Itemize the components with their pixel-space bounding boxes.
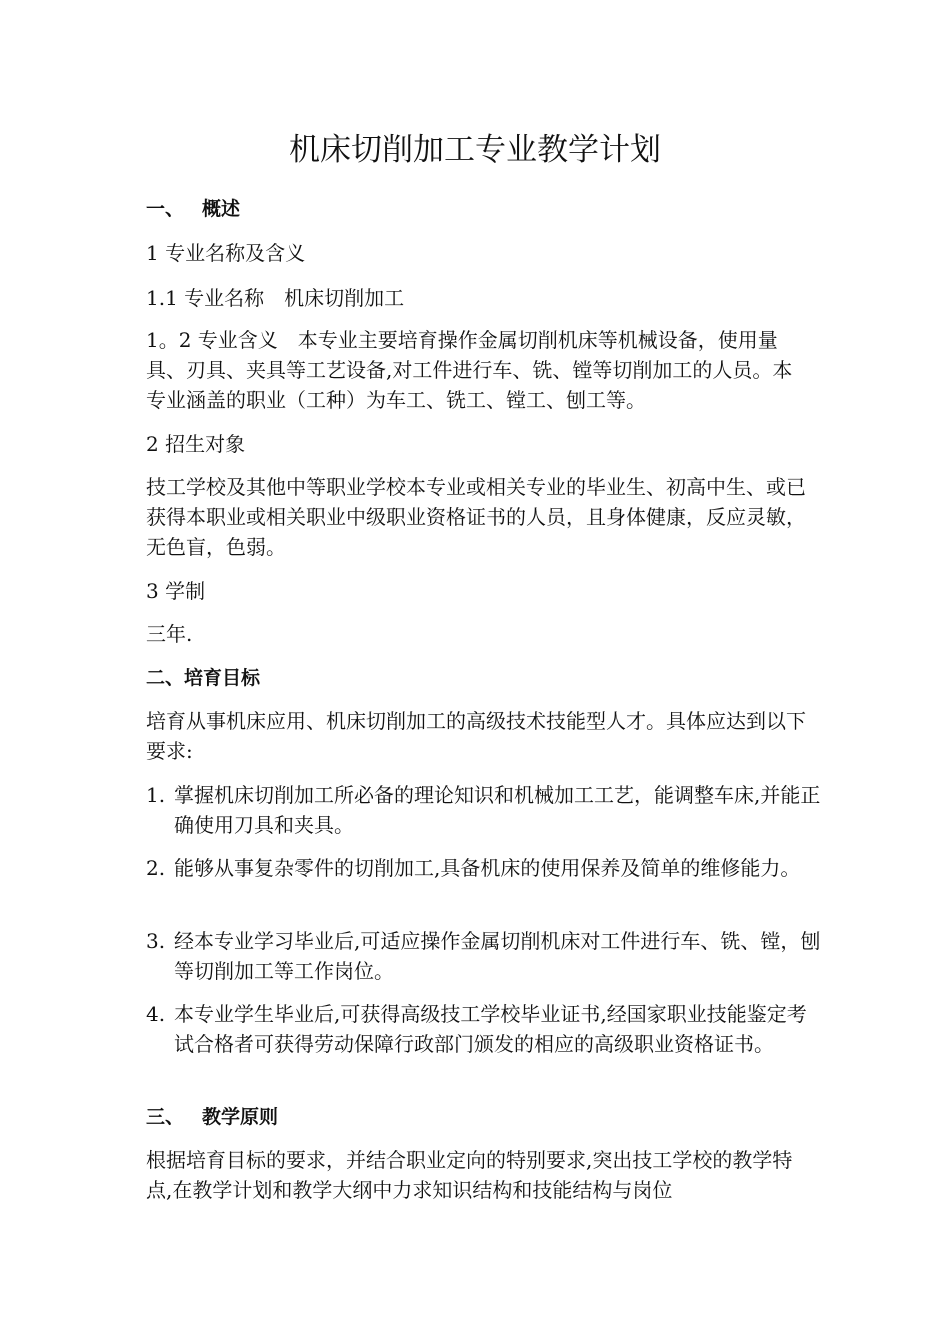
subheading-enrollment: 2 招生对象 [146,432,246,456]
paragraph-major-name: 1.1 专业名称 机床切削加工 [146,286,405,310]
subheading-duration: 3 学制 [146,579,206,603]
list-item-number: 3. [146,929,166,953]
list-item-text: 经本专业学习毕业后,可适应操作金属切削机床对工件进行车、铣、镗，刨等切削加工等工作岗位。 [174,929,821,983]
paragraph-enrollment: 技工学校及其他中等职业学校本专业或相关专业的毕业生、初高中生、或已获得本职业或相关职业中级职业资格证书的人员，且身体健康，反应灵敏，无色盲，色弱。 [146,475,806,559]
section-heading-goals [146,663,810,693]
section-number: 三、 [146,1106,185,1128]
list-item-number: 4. [146,1002,166,1026]
paragraph-principles: 根据培育目标的要求，并结合职业定向的特别要求,突出技工学校的教学特点,在教学计划和教学大纲中力求知识结构和技能结构与岗位 [146,1148,793,1202]
list-item [146,926,822,986]
paragraph-major-meaning: 1。2 专业含义 本专业主要培育操作金属切削机床等机械设备，使用量具、刃具、夹具等工艺设备,对工件进行车、铣、镗等切削加工的人员。本专业涵盖的职业（工种）为车工、铣工、镗工、刨工等。 [146,328,793,412]
section-number: 一、 [146,198,185,220]
section-label: 培育目标 [184,667,261,689]
list-item [146,853,822,883]
list-item [146,999,822,1059]
list-item-number: 2. [146,856,166,880]
document-title: 机床切削加工专业教学计划 [289,132,661,168]
list-item-number: 1. [146,783,166,807]
section-heading-principles [146,1102,810,1132]
section-number: 二、 [146,667,185,689]
list-item-text: 掌握机床切削加工所必备的理论知识和机械加工工艺，能调整车床,并能正确使用刀具和夹具。 [174,783,821,837]
list-item-text: 能够从事复杂零件的切削加工,具备机床的使用保养及简单的维修能力。 [174,856,801,880]
list-item-text: 本专业学生毕业后,可获得高级技工学校毕业证书,经国家职业技能鉴定考试合格者可获得劳动保障行政部门颁发的相应的高级职业资格证书。 [174,1002,807,1056]
section-label: 概述 [202,198,241,220]
list-item [146,780,822,840]
section-label: 教学原则 [202,1106,279,1128]
section-heading-overview [146,194,810,224]
paragraph-duration: 三年. [146,622,193,646]
subheading-major-name: 1 专业名称及含义 [146,241,306,265]
paragraph-goals: 培育从事机床应用、机床切削加工的高级技术技能型人才。具体应达到以下要求: [146,709,806,763]
